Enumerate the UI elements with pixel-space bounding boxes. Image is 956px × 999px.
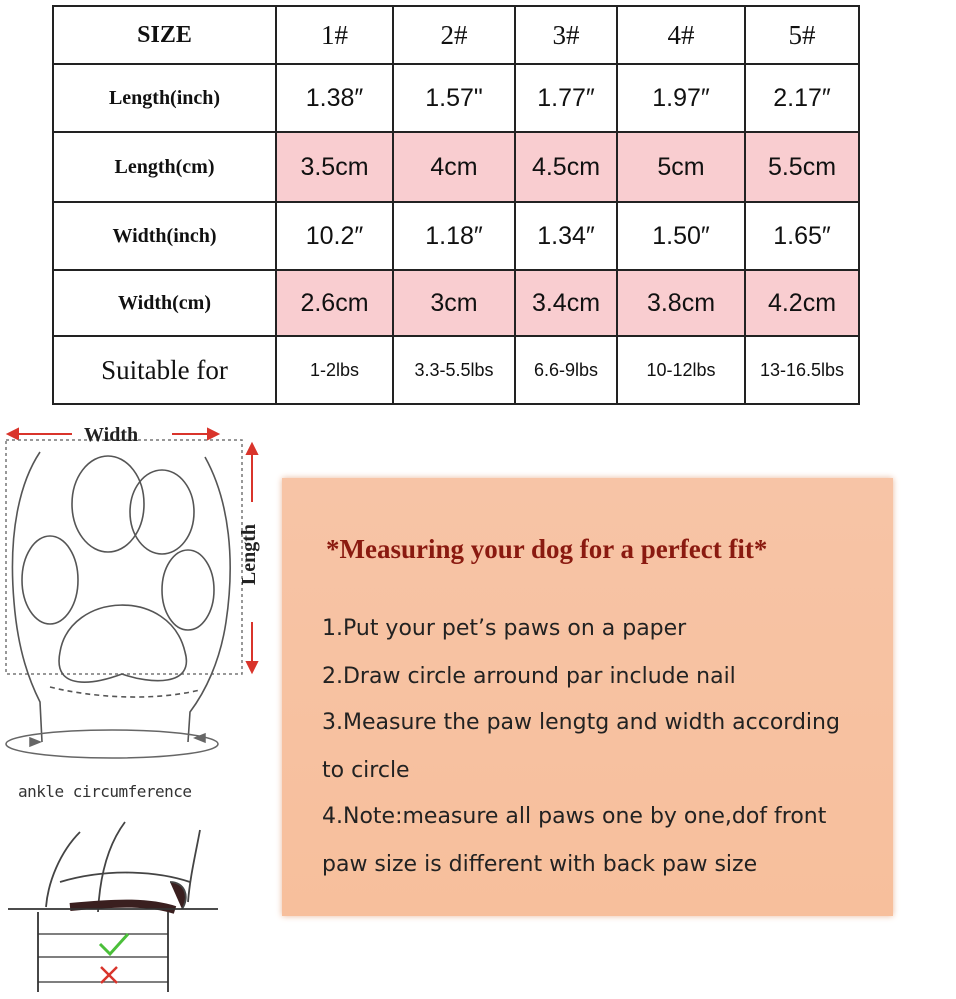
table-cell: 4cm xyxy=(393,132,515,202)
panel-title: *Measuring your dog for a perfect fit* xyxy=(326,534,768,564)
width-label: Width xyxy=(84,424,139,446)
table-cell: 2.17″ xyxy=(745,64,859,132)
size-header-2: 2# xyxy=(393,6,515,64)
check-icon xyxy=(100,934,128,954)
table-cell: 3.8cm xyxy=(617,270,745,336)
table-header-row xyxy=(53,6,859,64)
table-row-suitable-for xyxy=(53,336,859,404)
table-cell: 10.2″ xyxy=(276,202,393,270)
table-cell: 1.77″ xyxy=(515,64,617,132)
table-row-width-cm xyxy=(53,270,859,336)
paw-measurement-diagram xyxy=(0,412,280,999)
measure-box xyxy=(6,440,242,674)
instruction-step: 3.Measure the paw lengtg and width according xyxy=(322,710,840,735)
table-cell: 5cm xyxy=(617,132,745,202)
table-cell: 1.65″ xyxy=(745,202,859,270)
table-cell: 4.2cm xyxy=(745,270,859,336)
table-cell: 6.6-9lbs xyxy=(515,336,617,404)
paw-illustration xyxy=(0,412,280,999)
instruction-step: 1.Put your pet’s paws on a paper xyxy=(322,616,687,641)
row-label: Suitable for xyxy=(53,336,276,404)
ankle-circumference-label: ankle circumference xyxy=(18,782,192,801)
size-header-3: 3# xyxy=(515,6,617,64)
table-cell: 3.5cm xyxy=(276,132,393,202)
table-cell: 1-2lbs xyxy=(276,336,393,404)
table-cell: 3cm xyxy=(393,270,515,336)
measuring-instructions-panel xyxy=(282,478,893,916)
table-cell: 3.4cm xyxy=(515,270,617,336)
table-row-length-inch xyxy=(53,64,859,132)
ankle-circumference-icon xyxy=(6,730,218,758)
row-label: Length(inch) xyxy=(53,64,276,132)
table-cell: 1.38″ xyxy=(276,64,393,132)
table-cell: 1.57" xyxy=(393,64,515,132)
table-cell: 1.34″ xyxy=(515,202,617,270)
cross-icon xyxy=(101,967,117,983)
table-cell: 1.50″ xyxy=(617,202,745,270)
table-cell: 4.5cm xyxy=(515,132,617,202)
size-chart-table xyxy=(52,5,860,405)
size-header-1: 1# xyxy=(276,6,393,64)
instruction-step: 2.Draw circle arround par include nail xyxy=(322,664,736,689)
table-row-width-inch xyxy=(53,202,859,270)
size-header-4: 4# xyxy=(617,6,745,64)
length-label: Length xyxy=(238,524,260,586)
table-cell: 10-12lbs xyxy=(617,336,745,404)
instruction-step: paw size is different with back paw size xyxy=(322,852,758,877)
row-label: Length(cm) xyxy=(53,132,276,202)
table-cell: 1.97″ xyxy=(617,64,745,132)
paw-print-icon xyxy=(12,452,230,742)
instruction-step: to circle xyxy=(322,758,410,783)
table-cell: 3.3-5.5lbs xyxy=(393,336,515,404)
instruction-step: 4.Note:measure all paws one by one,dof front xyxy=(322,804,827,829)
paw-side-view-icon xyxy=(8,822,218,992)
size-header-label: SIZE xyxy=(53,6,276,64)
row-label: Width(cm) xyxy=(53,270,276,336)
table-row-length-cm xyxy=(53,132,859,202)
table-cell: 2.6cm xyxy=(276,270,393,336)
row-label: Width(inch) xyxy=(53,202,276,270)
table-cell: 5.5cm xyxy=(745,132,859,202)
table-cell: 1.18″ xyxy=(393,202,515,270)
table-cell: 13-16.5lbs xyxy=(745,336,859,404)
size-header-5: 5# xyxy=(745,6,859,64)
